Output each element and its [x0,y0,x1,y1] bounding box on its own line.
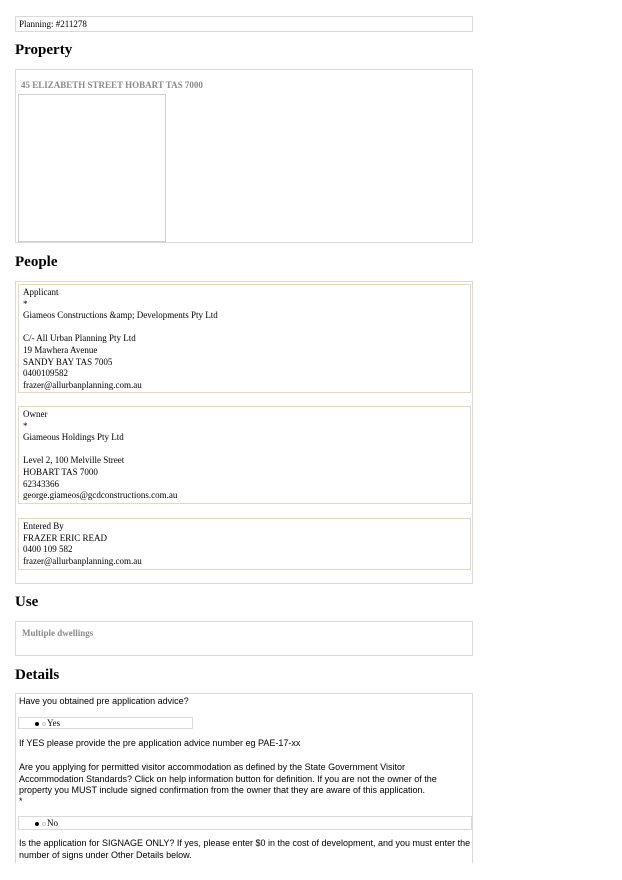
entered-by-card [18,518,471,570]
applicant-care-of: C/- All Urban Planning Pty Ltd [23,333,136,344]
signage-question-line: number of signs under Other Details below. [19,849,192,860]
entered-by-role: Entered By [23,521,64,531]
required-marker: * [23,298,28,309]
question-visitor-accommodation [19,762,471,806]
bullet-icon [35,722,39,726]
applicant-phone: 0400109582 [23,368,68,379]
entered-by-phone: 0400 109 582 [23,544,73,555]
applicant-email: frazer@allurbanplanning.com.au [23,379,142,390]
property-address: 45 ELIZABETH STREET HOBART TAS 7000 [21,80,203,90]
details-heading: Details [15,667,60,683]
property-section [15,69,473,243]
answer-no-label: No [47,818,58,828]
entered-by-email: frazer@allurbanplanning.com.au [23,555,142,566]
applicant-street: 19 Mawhera Avenue [23,344,98,355]
owner-email: george.giameos@gcdconstructions.com.au [23,490,178,501]
use-heading: Use [15,594,39,610]
owner-card [18,406,471,504]
property-map [18,94,166,242]
radio-no[interactable] [42,822,46,826]
property-heading: Property [15,42,73,58]
bullet-icon [35,822,39,826]
pre-application-note: If YES please provide the pre application advice number eg PAE-17-xx [19,738,301,748]
applicant-name: Giameos Constructions &amp; Developments Pty Ltd [23,310,218,321]
question-signage-only [19,838,473,861]
answer-yes-label: Yes [47,718,61,728]
radio-yes[interactable] [42,722,46,726]
details-section [15,693,473,863]
people-heading: People [15,254,58,270]
pre-application-answer [18,717,193,729]
owner-street: Level 2, 100 Melville Street [23,455,125,466]
use-value: Multiple dwellings [22,628,94,638]
visitor-question-line: Accommodation Standards? Click on help information button for definition. If you are not the owner of the [19,773,437,784]
use-section [15,621,473,656]
planning-number: Planning: #211278 [19,19,87,29]
required-marker: * [23,420,28,431]
applicant-role: Applicant [23,287,59,297]
required-marker: * [19,795,23,806]
applicant-city: SANDY BAY TAS 7005 [23,356,113,367]
signage-question-line: Is the application for SIGNAGE ONLY? If yes, please enter $0 in the cost of development, and you must enter the [19,838,471,848]
entered-by-name: FRAZER ERIC READ [23,532,108,543]
visitor-accommodation-answer [18,816,472,830]
planning-header [15,16,473,32]
question-pre-application: Have you obtained pre application advice? [19,696,189,706]
owner-name: Giameous Holdings Pty Ltd [23,432,124,443]
owner-phone: 62343366 [23,478,59,489]
applicant-card [18,284,471,393]
owner-city: HOBART TAS 7000 [23,466,98,477]
visitor-question-line: Are you applying for permitted visitor accommodation as defined by the State Government Visitor [19,762,406,772]
visitor-question-line: property you MUST include signed confirmation from the owner that they are aware of this application. [19,785,426,796]
owner-role: Owner [23,409,48,419]
